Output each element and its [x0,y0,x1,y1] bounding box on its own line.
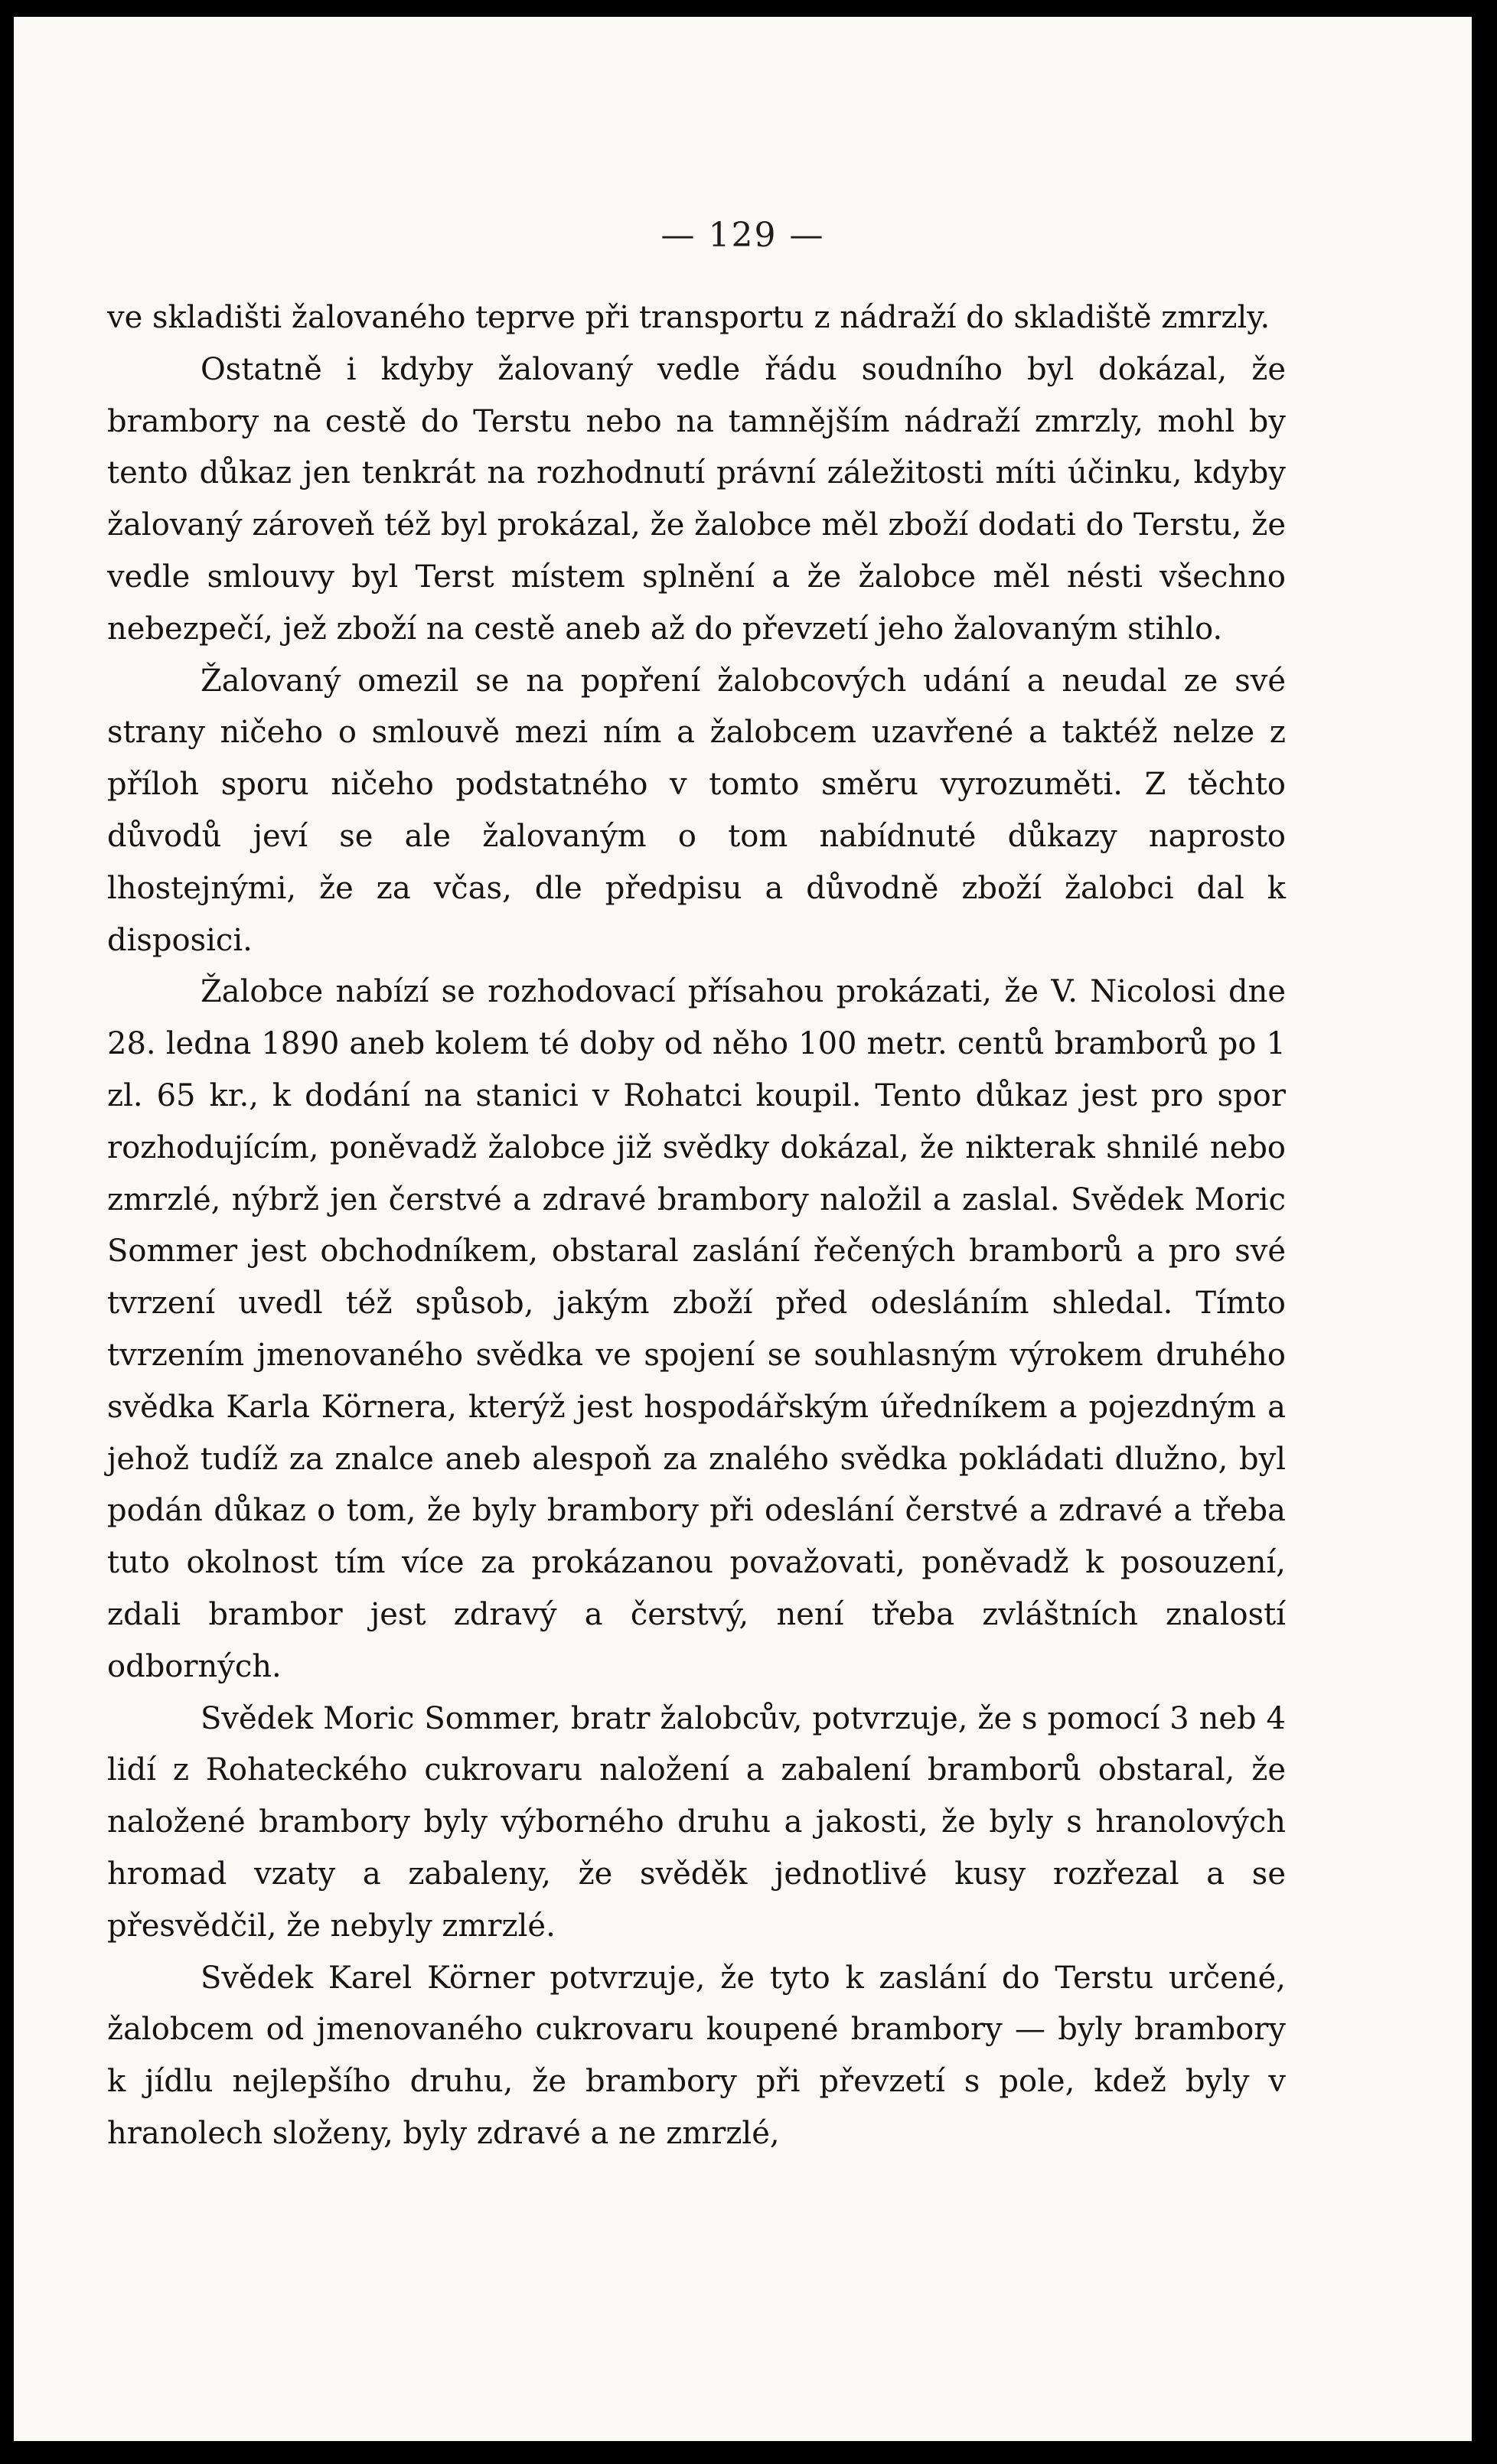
paragraph: Ostatně i kdyby žalovaný vedle řádu soudního byl dokázal, že brambory na cestě do Terstu nebo na tamnějším nádraží zmrzly, mohl by tento důkaz jen tenkrát na rozhodnutí právní záležitosti míti účinku, kdyby žalovaný zároveň též byl prokázal, že žalobce měl zboží dodati do Terstu, že vedle smlouvy byl Terst místem splnění a že žalobce měl nésti všechno nebezpečí, jež zboží na cestě aneb až do převzetí jeho žalovaným stihlo. [107,351,1286,647]
paragraph: Svědek Karel Körner potvrzuje, že tyto k zaslání do Terstu určené, žalobcem od jmenovaného cukrovaru koupené brambory — byly brambory k jídlu nejlepšího druhu, že brambory při převzetí s pole, kdež byly v hranolech složeny, byly zdravé a ne zmrzlé, [107,1960,1286,2151]
page-number: — 129 — [660,216,825,255]
paragraph: ve skladišti žalovaného teprve při transportu z nádraží do skladiště zmrzly. [107,300,1270,335]
paragraph: Svědek Moric Sommer, bratr žalobcův, potvrzuje, že s pomocí 3 neb 4 lidí z Rohateckého cukrovaru naložení a zabalení bramborů obstaral, že naložené brambory byly výborného druhu a jakosti, že byly s hranolových hromad vzaty a zabaleny, že svěděk jednotlivé kusy rozřezal a se přesvědčil, že nebyly zmrzlé. [107,1700,1286,1944]
paragraph: Žalovaný omezil se na popření žalobcových udání a neudal ze své strany ničeho o smlouvě mezi ním a žalobcem uzavřené a taktéž nelze z příloh sporu ničeho podstatného v tomto směru vyrozuměti. Z těchto důvodů jeví se ale žalovaným o tom nabídnuté důkazy naprosto lhostejnými, že za včas, dle předpisu a důvodně zboží žalobci dal k disposici. [107,663,1286,958]
body-text [107,292,1286,2160]
paragraph: Žalobce nabízí se rozhodovací přísahou prokázati, že V. Nicolosi dne 28. ledna 1890 aneb kolem té doby od něho 100 metr. centů bramborů po 1 zl. 65 kr., k dodání na stanici v Rohatci koupil. Tento důkaz jest pro spor rozhodujícím, poněvadž žalobce již svědky dokázal, že nikterak shnilé nebo zmrzlé, nýbrž jen čerstvé a zdravé brambory naložil a zaslal. Svědek Moric Sommer jest obchodníkem, obstaral zaslání řečených bramborů a pro své tvrzení uvedl též spůsob, jakým zboží před odesláním shledal. Tímto tvrzením jmenovaného svědka ve spojení se souhlasným výrokem druhého svědka Karla Körnera, kterýž jest hospodářským úředníkem a pojezdným a jehož tudíž za znalce aneb alespoň za znalého svědka pokládati dlužno, byl podán důkaz o tom, že byly brambory při odeslání čerstvé a zdravé a třeba tuto okolnost tím více za prokázanou považovati, poněvadž k posouzení, zdali brambor jest zdravý a čerstvý, není třeba zvláštních znalostí odborných. [107,974,1286,1684]
book-page [14,17,1472,2441]
